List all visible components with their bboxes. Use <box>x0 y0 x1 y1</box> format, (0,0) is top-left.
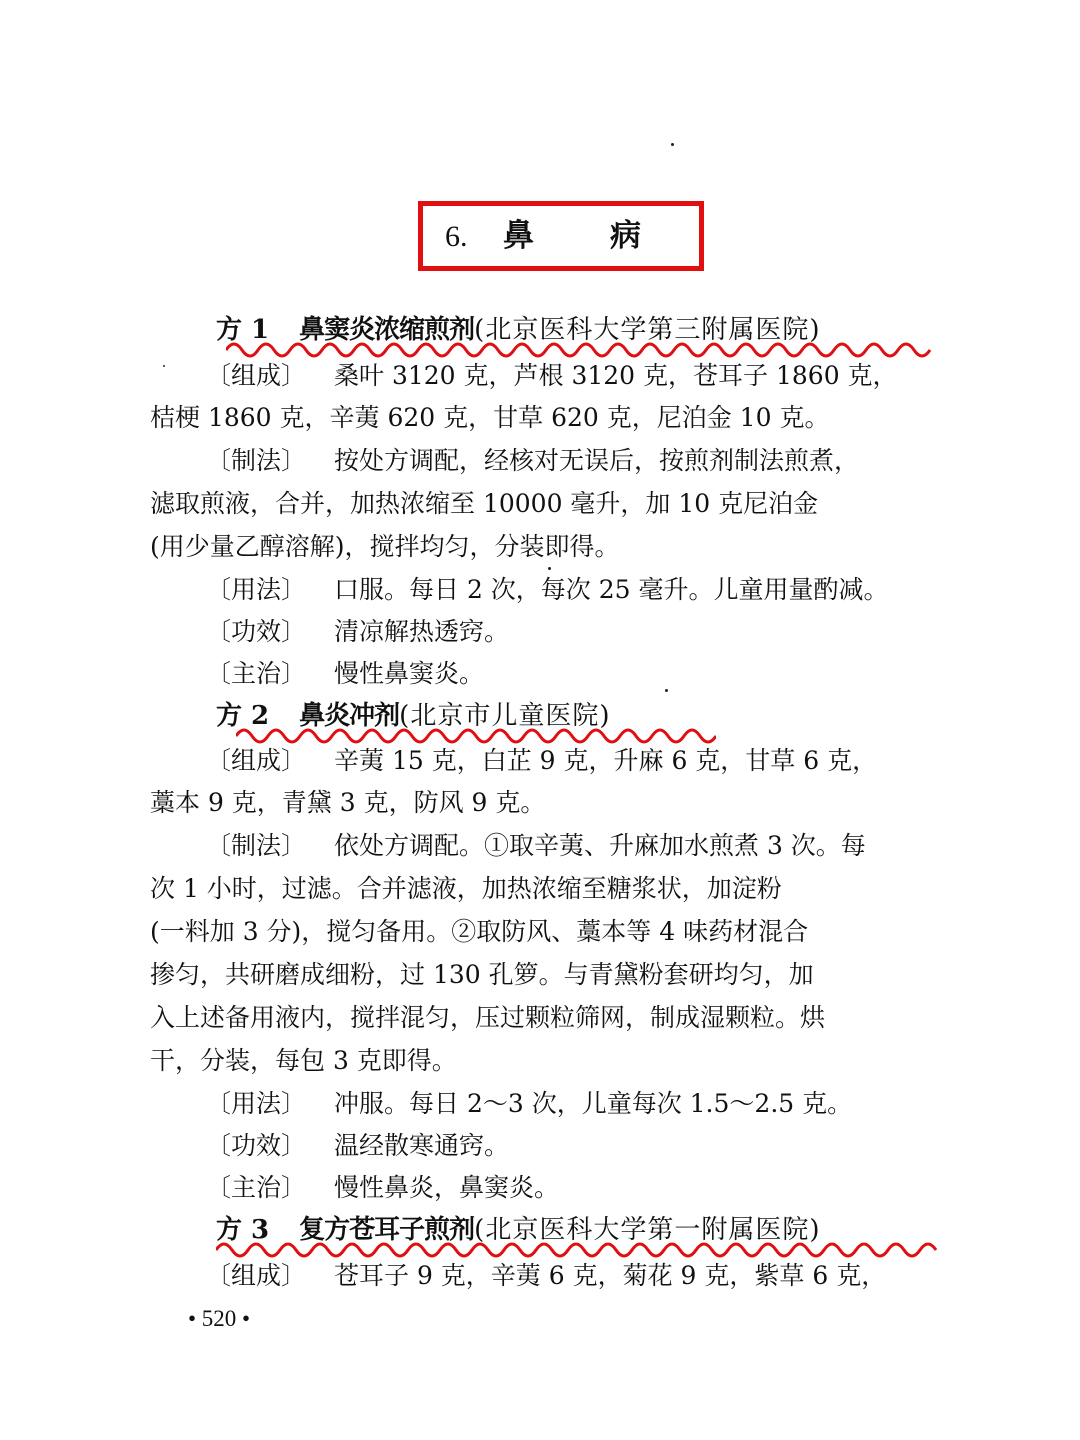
text-line <box>206 743 877 779</box>
section-label: 〔制法〕 <box>206 831 307 860</box>
text-line <box>206 1086 852 1122</box>
section-label: 〔组成〕 <box>206 1261 307 1290</box>
section-label: 〔用法〕 <box>206 575 307 604</box>
prescription-1-heading <box>216 312 820 348</box>
prescription-number: 方 1 <box>216 315 270 345</box>
section-text: 口服。每日 2 次，每次 25 毫升。儿童用量酌减。 <box>334 575 889 604</box>
prescription-source: (北京市儿童医院) <box>399 701 611 731</box>
section-text: 按处方调配，经核对无误后，按煎剂制法煎煮， <box>334 446 860 475</box>
section-text: 冲服。每日 2～3 次，儿童每次 1.5～2.5 克。 <box>334 1089 853 1118</box>
prescription-source: (北京医科大学第三附属医院) <box>474 315 821 345</box>
text-line <box>206 828 866 864</box>
text-line <box>206 572 889 608</box>
prescription-source: (北京医科大学第一附属医院) <box>474 1215 821 1245</box>
chapter-title: 鼻病 <box>503 218 717 254</box>
text-line: 干，分装，每包 3 克即得。 <box>150 1046 457 1075</box>
section-text: 清凉解热透窍。 <box>334 617 510 646</box>
section-text: 依处方调配。①取辛荑、升麻加水煎煮 3 次。每 <box>334 831 866 860</box>
text-line <box>206 614 509 650</box>
section-label: 〔组成〕 <box>206 361 307 390</box>
section-label: 〔功效〕 <box>206 1131 307 1160</box>
section-label: 〔功效〕 <box>206 617 307 646</box>
text-line: 桔梗 1860 克，辛荑 620 克，甘草 620 克，尼泊金 10 克。 <box>150 403 830 432</box>
section-text: 桑叶 3120 克，芦根 3120 克，苍耳子 1860 克， <box>334 361 898 390</box>
text-line: (一料加 3 分)，搅匀备用。②取防风、藁本等 4 味药材混合 <box>150 917 809 946</box>
prescription-number: 方 3 <box>216 1215 270 1245</box>
prescription-number: 方 2 <box>216 701 270 731</box>
section-label: 〔制法〕 <box>206 446 307 475</box>
section-text: 辛荑 15 克，白芷 9 克，升麻 6 克，甘草 6 克， <box>334 746 878 775</box>
prescription-name: 鼻炎冲剂 <box>299 701 400 731</box>
text-line <box>206 358 898 394</box>
section-text: 慢性鼻窦炎。 <box>334 659 485 688</box>
section-text: 温经散寒通窍。 <box>334 1131 510 1160</box>
text-line: 入上述备用液内，搅拌混匀，压过颗粒筛网，制成湿颗粒。烘 <box>150 1003 826 1032</box>
text-line: (用少量乙醇溶解)，搅拌均匀，分装即得。 <box>150 532 620 561</box>
text-line <box>206 656 484 692</box>
section-label: 〔用法〕 <box>206 1089 307 1118</box>
prescription-2-heading <box>216 698 610 734</box>
scan-speck <box>548 567 551 570</box>
scan-speck <box>665 689 668 692</box>
text-line <box>206 1258 886 1294</box>
section-text: 慢性鼻炎，鼻窦炎。 <box>334 1173 560 1202</box>
scan-speck <box>671 143 674 146</box>
section-label: 〔主治〕 <box>206 1173 307 1202</box>
section-label: 〔组成〕 <box>206 746 307 775</box>
text-line: 滤取煎液，合并，加热浓缩至 10000 毫升，加 10 克尼泊金 <box>150 489 819 518</box>
section-label: 〔主治〕 <box>206 659 307 688</box>
prescription-name: 复方苍耳子煎剂 <box>299 1215 475 1245</box>
text-line <box>206 1170 559 1206</box>
scan-speck <box>163 365 165 367</box>
text-line <box>206 443 859 479</box>
prescription-name: 鼻窦炎浓缩煎剂 <box>299 315 475 345</box>
prescription-3-heading <box>216 1212 820 1248</box>
section-text: 苍耳子 9 克，辛荑 6 克，菊花 9 克，紫草 6 克， <box>334 1261 887 1290</box>
text-line: 掺匀，共研磨成细粉，过 130 孔箩。与青黛粉套研均匀，加 <box>150 960 814 989</box>
page-number: • 520 • <box>188 1306 251 1331</box>
text-line: 次 1 小时，过滤。合并滤液，加热浓缩至糖浆状，加淀粉 <box>150 874 782 903</box>
chapter-number: 6. <box>445 220 468 253</box>
text-line: 藁本 9 克，青黛 3 克，防风 9 克。 <box>150 788 546 817</box>
text-line <box>206 1128 509 1164</box>
chapter-title-box <box>418 201 717 271</box>
